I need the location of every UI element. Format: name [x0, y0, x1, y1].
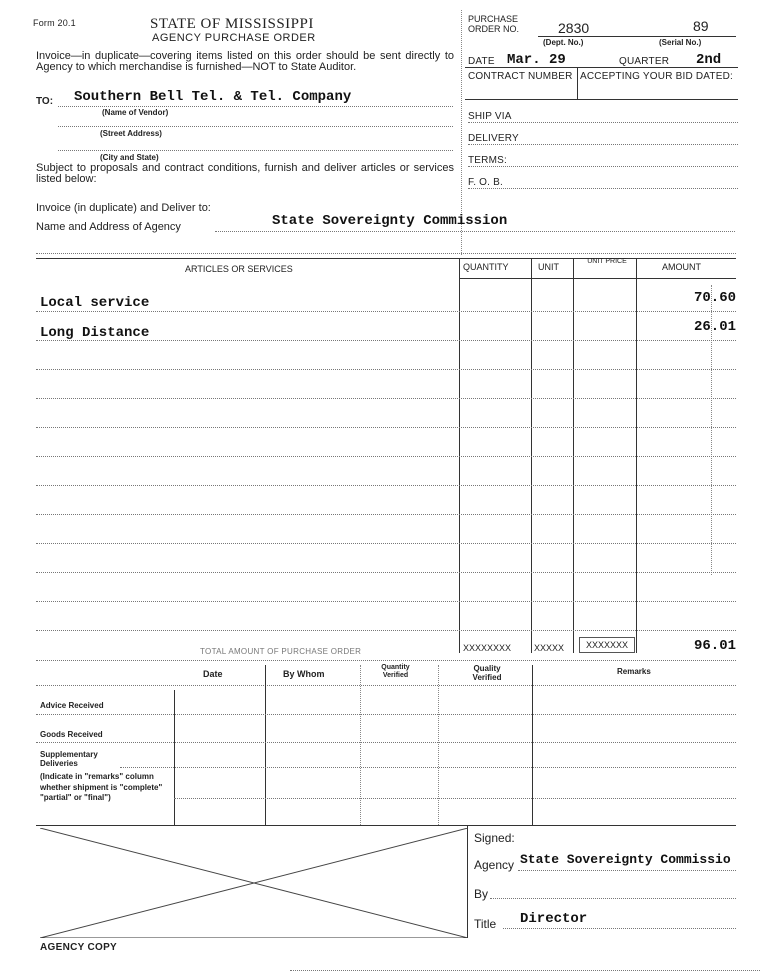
agency-address-value: State Sovereignty Commission	[272, 213, 508, 229]
total-x-unit: XXXXX	[534, 643, 565, 653]
agency-address-label: Name and Address of Agency	[36, 221, 181, 233]
signed-label: Signed:	[474, 831, 515, 845]
invoice-instructions: Invoice—in duplicate—covering items listed on this order should be sent directly to Agency to which merchandise is furnished—NOT to State Auditor.	[36, 50, 454, 73]
subject-text: Subject to proposals and contract conditions, furnish and deliver articles or services listed below:	[36, 162, 454, 185]
col-unit-price-header: UNIT PRICE	[587, 258, 627, 265]
city-state-label: (City and State)	[100, 153, 159, 162]
agency-copy-label: AGENCY COPY	[40, 942, 118, 953]
crossed-out-area	[40, 828, 468, 938]
vendor-name: Southern Bell Tel. & Tel. Company	[74, 89, 352, 105]
street-address-label: (Street Address)	[100, 129, 162, 138]
col-articles-header: ARTICLES OR SERVICES	[185, 264, 293, 274]
fob-label: F. O. B.	[468, 177, 503, 188]
date-label: DATE	[468, 56, 495, 67]
supplementary-deliveries-label: Supplementary Deliveries	[40, 750, 98, 768]
total-amount: 96.01	[693, 638, 736, 654]
vendor-name-label: (Name of Vendor)	[102, 108, 169, 117]
terms-label: TERMS:	[468, 155, 507, 166]
invoice-deliver-label: Invoice (in duplicate) and Deliver to:	[36, 202, 211, 214]
total-x-price: XXXXXXX	[579, 637, 635, 653]
dept-number: 2830	[558, 20, 590, 36]
title-value: Director	[520, 911, 588, 927]
quarter-label: QUARTER	[619, 56, 670, 67]
serial-number: 89	[693, 18, 709, 34]
receipt-by-whom-header: By Whom	[283, 669, 325, 679]
quarter-value: 2nd	[696, 52, 722, 68]
receipt-quality-verified-header: Quality Verified	[472, 664, 502, 682]
page-subtitle: AGENCY PURCHASE ORDER	[152, 32, 316, 44]
receipt-quantity-verified-header: Quantity Verified	[381, 664, 410, 679]
col-quantity-header: QUANTITY	[463, 262, 509, 272]
col-unit-header: UNIT	[538, 262, 559, 272]
total-label: TOTAL AMOUNT OF PURCHASE ORDER	[200, 647, 362, 656]
contract-number-label: CONTRACT NUMBER	[468, 71, 573, 82]
goods-received-label: Goods Received	[40, 730, 103, 739]
po-label: PURCHASE ORDER NO.	[468, 14, 520, 34]
ship-via-label: SHIP VIA	[468, 111, 512, 122]
signature-agency-value: State Sovereignty Commissio	[520, 852, 731, 867]
page-title: STATE OF MISSISSIPPI	[150, 16, 314, 32]
form-number: Form 20.1	[33, 18, 76, 28]
bid-date-label: ACCEPTING YOUR BID DATED:	[580, 71, 733, 82]
amount-row-1: 70.60	[693, 290, 736, 306]
signature-agency-label: Agency	[474, 858, 515, 872]
amount-row-2: 26.01	[693, 319, 736, 335]
title-label: Title	[474, 917, 497, 931]
dept-label: (Dept. No.)	[543, 38, 584, 47]
to-label: TO:	[36, 96, 54, 107]
receipt-date-header: Date	[203, 669, 223, 679]
article-row-1: Local service	[40, 295, 150, 311]
total-x-quantity: XXXXXXXX	[463, 643, 512, 653]
receipt-remarks-header: Remarks	[617, 667, 651, 676]
by-label: By	[474, 887, 489, 901]
article-row-2: Long Distance	[40, 325, 150, 341]
advice-received-label: Advice Received	[40, 701, 104, 710]
indicate-note: (Indicate in "remarks" column whether shipment is "complete" "partial" or "final")	[40, 772, 163, 802]
date-value: Mar. 29	[507, 52, 566, 68]
col-amount-header: AMOUNT	[662, 262, 701, 272]
serial-label: (Serial No.)	[659, 38, 702, 47]
delivery-label: DELIVERY	[468, 133, 519, 144]
